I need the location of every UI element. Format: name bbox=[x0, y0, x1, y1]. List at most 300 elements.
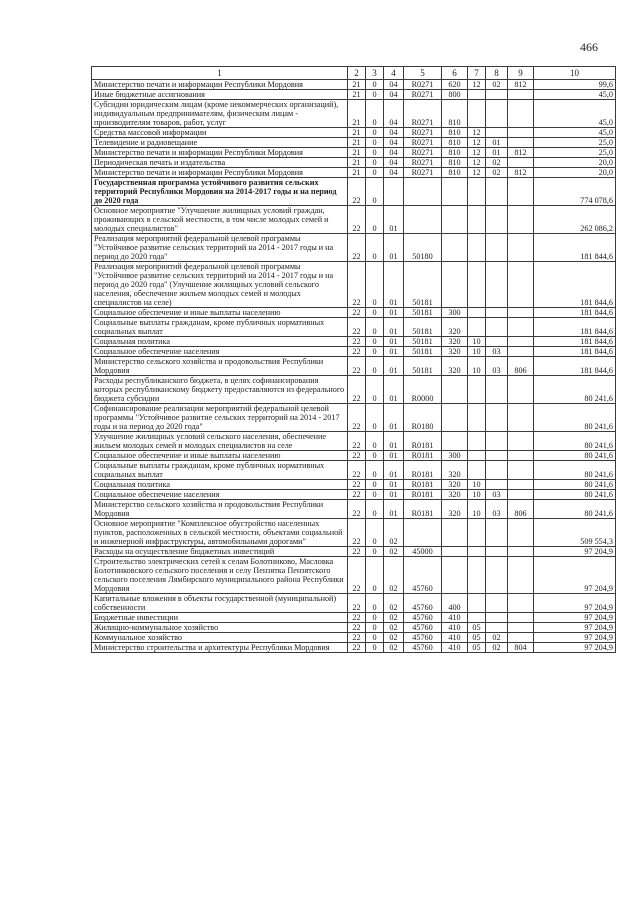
table-row bbox=[92, 633, 616, 643]
row-name-cell: Улучшение жилищных условий сельского населения, обеспечение жильем молодых семей и молодых специалистов на селе bbox=[92, 432, 348, 451]
row-code-cell: 50181 bbox=[404, 337, 442, 347]
page-number: 466 bbox=[580, 40, 598, 54]
row-code-cell bbox=[468, 318, 486, 337]
row-code-cell bbox=[508, 262, 534, 308]
row-code-cell bbox=[508, 461, 534, 480]
row-code-cell: R0271 bbox=[404, 128, 442, 138]
row-code-cell: 22 bbox=[348, 432, 366, 451]
table-row bbox=[92, 347, 616, 357]
row-code-cell: R0271 bbox=[404, 100, 442, 128]
row-name-cell: Министерство печати и информации Республики Мордовия bbox=[92, 148, 348, 158]
row-code-cell: 0 bbox=[366, 633, 384, 643]
row-code-cell: 804 bbox=[508, 643, 534, 653]
row-code-cell bbox=[442, 432, 468, 451]
row-amount-cell: 45,0 bbox=[534, 90, 616, 100]
row-code-cell: 01 bbox=[384, 490, 404, 500]
row-code-cell: 620 bbox=[442, 80, 468, 90]
row-code-cell: 01 bbox=[486, 138, 508, 148]
row-code-cell: 01 bbox=[384, 234, 404, 262]
row-code-cell: 22 bbox=[348, 557, 366, 594]
row-code-cell bbox=[508, 178, 534, 206]
row-amount-cell: 80 241,6 bbox=[534, 451, 616, 461]
row-code-cell bbox=[486, 461, 508, 480]
row-code-cell: 0 bbox=[366, 432, 384, 451]
row-name-cell: Бюджетные инвестиции bbox=[92, 613, 348, 623]
row-amount-cell: 97 204,9 bbox=[534, 633, 616, 643]
row-code-cell: 02 bbox=[486, 80, 508, 90]
row-code-cell bbox=[508, 337, 534, 347]
table-row bbox=[92, 90, 616, 100]
row-code-cell: R0000 bbox=[404, 376, 442, 404]
row-code-cell: 0 bbox=[366, 337, 384, 347]
table-row bbox=[92, 234, 616, 262]
row-code-cell: 0 bbox=[366, 594, 384, 613]
row-code-cell bbox=[442, 519, 468, 547]
row-code-cell: R0271 bbox=[404, 168, 442, 178]
row-code-cell bbox=[468, 308, 486, 318]
row-code-cell: 45760 bbox=[404, 633, 442, 643]
row-code-cell bbox=[486, 128, 508, 138]
row-code-cell: R0271 bbox=[404, 158, 442, 168]
row-code-cell: 0 bbox=[366, 376, 384, 404]
row-code-cell bbox=[486, 308, 508, 318]
row-code-cell bbox=[442, 178, 468, 206]
row-code-cell: 21 bbox=[348, 100, 366, 128]
table-row bbox=[92, 80, 616, 90]
row-code-cell: 320 bbox=[442, 357, 468, 376]
row-code-cell: 0 bbox=[366, 519, 384, 547]
row-code-cell: 03 bbox=[486, 347, 508, 357]
row-code-cell: 0 bbox=[366, 206, 384, 234]
header-row bbox=[92, 67, 616, 80]
header-cell: 1 bbox=[92, 67, 348, 80]
row-code-cell: 12 bbox=[468, 158, 486, 168]
row-code-cell: 02 bbox=[384, 643, 404, 653]
row-code-cell: 21 bbox=[348, 90, 366, 100]
row-name-cell: Социальное обеспечение и иные выплаты населению bbox=[92, 308, 348, 318]
row-code-cell: 22 bbox=[348, 451, 366, 461]
row-code-cell: 300 bbox=[442, 451, 468, 461]
row-code-cell: 22 bbox=[348, 594, 366, 613]
row-name-cell: Социальная политика bbox=[92, 480, 348, 490]
row-amount-cell: 97 204,9 bbox=[534, 557, 616, 594]
table-row bbox=[92, 158, 616, 168]
row-code-cell bbox=[486, 318, 508, 337]
table-row bbox=[92, 547, 616, 557]
row-code-cell: 01 bbox=[384, 480, 404, 490]
row-name-cell: Основное мероприятие "Улучшение жилищных условий граждан, проживающих в сельской местности, в том числе молодых семей и молодых специалистов" bbox=[92, 206, 348, 234]
row-code-cell: 22 bbox=[348, 643, 366, 653]
table-row bbox=[92, 318, 616, 337]
row-code-cell bbox=[486, 90, 508, 100]
row-code-cell: 04 bbox=[384, 90, 404, 100]
row-code-cell: 0 bbox=[366, 490, 384, 500]
row-code-cell: 0 bbox=[366, 347, 384, 357]
row-code-cell bbox=[486, 594, 508, 613]
row-amount-cell: 80 241,6 bbox=[534, 376, 616, 404]
row-code-cell: 21 bbox=[348, 128, 366, 138]
row-code-cell: 0 bbox=[366, 148, 384, 158]
row-code-cell: 410 bbox=[442, 623, 468, 633]
row-code-cell: 04 bbox=[384, 128, 404, 138]
row-code-cell bbox=[508, 234, 534, 262]
header-cell: 6 bbox=[442, 67, 468, 80]
row-code-cell: 01 bbox=[384, 347, 404, 357]
row-name-cell: Расходы республиканского бюджета, в целях софинансирования которых республиканскому бюджету предоставляются из федерального бюджета субсидии bbox=[92, 376, 348, 404]
row-name-cell: Министерство сельского хозяйства и продовольствия Республики Мордовия bbox=[92, 357, 348, 376]
table-row bbox=[92, 404, 616, 432]
row-code-cell: 03 bbox=[486, 357, 508, 376]
row-name-cell: Социальное обеспечение и иные выплаты населению bbox=[92, 451, 348, 461]
row-code-cell: 0 bbox=[366, 234, 384, 262]
row-code-cell: 22 bbox=[348, 308, 366, 318]
row-name-cell: Государственная программа устойчивого развития сельских территорий Республики Мордовия на 2014-2017 годы и на период до 2020 года bbox=[92, 178, 348, 206]
row-code-cell: 22 bbox=[348, 461, 366, 480]
row-amount-cell: 80 241,6 bbox=[534, 461, 616, 480]
row-code-cell: R0181 bbox=[404, 480, 442, 490]
row-code-cell: 810 bbox=[442, 100, 468, 128]
row-code-cell bbox=[508, 90, 534, 100]
table-row bbox=[92, 100, 616, 128]
row-code-cell bbox=[404, 519, 442, 547]
row-code-cell bbox=[468, 451, 486, 461]
row-code-cell: 22 bbox=[348, 376, 366, 404]
header-cell: 10 bbox=[534, 67, 616, 80]
row-code-cell bbox=[468, 206, 486, 234]
row-amount-cell: 181 844,6 bbox=[534, 357, 616, 376]
row-code-cell: 810 bbox=[442, 168, 468, 178]
row-code-cell: 21 bbox=[348, 158, 366, 168]
row-code-cell: 02 bbox=[486, 633, 508, 643]
row-code-cell bbox=[442, 234, 468, 262]
row-code-cell: 04 bbox=[384, 138, 404, 148]
row-amount-cell: 45,0 bbox=[534, 128, 616, 138]
row-code-cell bbox=[508, 128, 534, 138]
row-code-cell: 03 bbox=[486, 490, 508, 500]
table-row bbox=[92, 480, 616, 490]
table-row bbox=[92, 138, 616, 148]
row-code-cell: 0 bbox=[366, 158, 384, 168]
row-code-cell bbox=[468, 432, 486, 451]
row-name-cell: Реализация мероприятий федеральной целевой программы "Устойчивое развитие сельских территорий на 2014 - 2017 годы и на период до 2020 года" bbox=[92, 234, 348, 262]
row-code-cell: 0 bbox=[366, 451, 384, 461]
row-code-cell: 04 bbox=[384, 80, 404, 90]
table-row bbox=[92, 206, 616, 234]
row-code-cell bbox=[508, 158, 534, 168]
row-amount-cell: 181 844,6 bbox=[534, 337, 616, 347]
row-code-cell bbox=[508, 432, 534, 451]
row-code-cell: R0180 bbox=[404, 404, 442, 432]
row-amount-cell: 80 241,6 bbox=[534, 490, 616, 500]
row-code-cell bbox=[486, 404, 508, 432]
row-code-cell: 410 bbox=[442, 633, 468, 643]
row-amount-cell: 25,0 bbox=[534, 138, 616, 148]
row-code-cell bbox=[508, 547, 534, 557]
row-name-cell: Средства массовой информации bbox=[92, 128, 348, 138]
row-code-cell: 12 bbox=[468, 138, 486, 148]
row-code-cell: 01 bbox=[486, 148, 508, 158]
row-name-cell: Социальные выплаты гражданам, кроме публичных нормативных социальных выплат bbox=[92, 461, 348, 480]
row-code-cell bbox=[508, 138, 534, 148]
row-code-cell bbox=[468, 90, 486, 100]
row-code-cell bbox=[468, 547, 486, 557]
row-code-cell: 01 bbox=[384, 376, 404, 404]
table-row bbox=[92, 357, 616, 376]
row-amount-cell: 97 204,9 bbox=[534, 623, 616, 633]
row-code-cell: R0271 bbox=[404, 138, 442, 148]
row-code-cell: 01 bbox=[384, 206, 404, 234]
row-name-cell: Социальная политика bbox=[92, 337, 348, 347]
row-code-cell bbox=[486, 376, 508, 404]
budget-table bbox=[91, 66, 616, 653]
row-code-cell: 45760 bbox=[404, 594, 442, 613]
table-row bbox=[92, 168, 616, 178]
header-cell: 8 bbox=[486, 67, 508, 80]
row-code-cell: 05 bbox=[468, 623, 486, 633]
row-code-cell: 01 bbox=[384, 500, 404, 519]
row-code-cell: 50181 bbox=[404, 347, 442, 357]
table-row bbox=[92, 613, 616, 623]
row-amount-cell: 181 844,6 bbox=[534, 308, 616, 318]
row-code-cell bbox=[486, 337, 508, 347]
row-code-cell bbox=[442, 262, 468, 308]
row-code-cell: 01 bbox=[384, 308, 404, 318]
row-name-cell: Жилищно-коммунальное хозяйство bbox=[92, 623, 348, 633]
table-row bbox=[92, 594, 616, 613]
row-name-cell: Телевидение и радиовещание bbox=[92, 138, 348, 148]
row-code-cell bbox=[486, 623, 508, 633]
row-code-cell: R0181 bbox=[404, 461, 442, 480]
row-code-cell: 0 bbox=[366, 80, 384, 90]
row-code-cell: 0 bbox=[366, 318, 384, 337]
row-code-cell: 22 bbox=[348, 234, 366, 262]
row-code-cell: 0 bbox=[366, 500, 384, 519]
row-code-cell bbox=[468, 178, 486, 206]
row-code-cell: 410 bbox=[442, 613, 468, 623]
row-amount-cell: 774 078,6 bbox=[534, 178, 616, 206]
row-name-cell: Периодическая печать и издательства bbox=[92, 158, 348, 168]
row-name-cell: Социальные выплаты гражданам, кроме публичных нормативных социальных выплат bbox=[92, 318, 348, 337]
row-name-cell: Иные бюджетные ассигнования bbox=[92, 90, 348, 100]
table-row bbox=[92, 262, 616, 308]
row-code-cell: 22 bbox=[348, 613, 366, 623]
row-code-cell: 10 bbox=[468, 480, 486, 490]
row-name-cell: Субсидии юридическим лицам (кроме некоммерческих организаций), индивидуальным предпринимателям, физическим лицам - производителям товаров, работ, услуг bbox=[92, 100, 348, 128]
row-code-cell bbox=[508, 376, 534, 404]
row-code-cell: 0 bbox=[366, 308, 384, 318]
row-code-cell: 10 bbox=[468, 357, 486, 376]
row-code-cell bbox=[486, 547, 508, 557]
row-code-cell bbox=[508, 480, 534, 490]
row-code-cell bbox=[508, 594, 534, 613]
row-code-cell: 02 bbox=[384, 613, 404, 623]
row-amount-cell: 80 241,6 bbox=[534, 480, 616, 490]
row-name-cell: Строительство электрических сетей к селам Болотниково, Масловка Болотниковского сельского поселения и селу Пензятка Пензятского сельского поселения Лямбирского муниципального района Республики Мордовия bbox=[92, 557, 348, 594]
row-code-cell: 12 bbox=[468, 80, 486, 90]
row-code-cell: 02 bbox=[384, 623, 404, 633]
row-code-cell: 10 bbox=[468, 337, 486, 347]
row-amount-cell: 97 204,9 bbox=[534, 594, 616, 613]
row-code-cell: 0 bbox=[366, 357, 384, 376]
row-code-cell: 50181 bbox=[404, 357, 442, 376]
row-code-cell: 22 bbox=[348, 623, 366, 633]
table-row bbox=[92, 337, 616, 347]
table-row bbox=[92, 461, 616, 480]
row-code-cell bbox=[486, 557, 508, 594]
row-code-cell: 12 bbox=[468, 168, 486, 178]
row-code-cell: 05 bbox=[468, 633, 486, 643]
row-code-cell bbox=[508, 404, 534, 432]
row-amount-cell: 45,0 bbox=[534, 100, 616, 128]
row-code-cell: 01 bbox=[384, 262, 404, 308]
row-name-cell: Расходы на осуществление бюджетных инвестиций bbox=[92, 547, 348, 557]
row-code-cell bbox=[468, 557, 486, 594]
row-code-cell: 812 bbox=[508, 80, 534, 90]
row-code-cell: 04 bbox=[384, 158, 404, 168]
row-code-cell: 45760 bbox=[404, 613, 442, 623]
row-code-cell: 45760 bbox=[404, 623, 442, 633]
table-row bbox=[92, 376, 616, 404]
row-code-cell: 0 bbox=[366, 90, 384, 100]
row-code-cell: 320 bbox=[442, 347, 468, 357]
table-row bbox=[92, 500, 616, 519]
row-code-cell bbox=[508, 633, 534, 643]
row-code-cell: R0181 bbox=[404, 451, 442, 461]
row-code-cell bbox=[468, 461, 486, 480]
row-name-cell: Капитальные вложения в объекты государственной (муниципальной) собственности bbox=[92, 594, 348, 613]
row-code-cell: 0 bbox=[366, 643, 384, 653]
row-code-cell: 320 bbox=[442, 337, 468, 347]
row-code-cell bbox=[508, 318, 534, 337]
row-code-cell: 22 bbox=[348, 357, 366, 376]
row-code-cell bbox=[442, 557, 468, 594]
row-code-cell: 0 bbox=[366, 480, 384, 490]
row-name-cell: Социальное обеспечение населения bbox=[92, 490, 348, 500]
row-code-cell: 0 bbox=[366, 613, 384, 623]
row-code-cell: 03 bbox=[486, 500, 508, 519]
row-name-cell: Софинансирование реализации мероприятий федеральной целевой программы "Устойчивое развитие сельских территорий на 2014 - 2017 годы и на период до 2020 года" bbox=[92, 404, 348, 432]
row-code-cell: 320 bbox=[442, 461, 468, 480]
row-code-cell: 01 bbox=[384, 404, 404, 432]
row-code-cell bbox=[442, 404, 468, 432]
row-amount-cell: 262 086,2 bbox=[534, 206, 616, 234]
row-code-cell: 320 bbox=[442, 500, 468, 519]
row-code-cell: 01 bbox=[384, 461, 404, 480]
row-code-cell bbox=[508, 519, 534, 547]
row-amount-cell: 181 844,6 bbox=[534, 347, 616, 357]
header-cell: 4 bbox=[384, 67, 404, 80]
row-amount-cell: 97 204,9 bbox=[534, 547, 616, 557]
row-code-cell bbox=[468, 376, 486, 404]
header-cell: 5 bbox=[404, 67, 442, 80]
row-code-cell: 320 bbox=[442, 490, 468, 500]
row-code-cell: 02 bbox=[384, 633, 404, 643]
row-code-cell bbox=[486, 432, 508, 451]
row-name-cell: Министерство печати и информации Республики Мордовия bbox=[92, 80, 348, 90]
row-code-cell bbox=[486, 206, 508, 234]
row-code-cell: 22 bbox=[348, 206, 366, 234]
row-code-cell: 22 bbox=[348, 347, 366, 357]
row-code-cell: 0 bbox=[366, 262, 384, 308]
row-code-cell: 05 bbox=[468, 643, 486, 653]
row-code-cell: 810 bbox=[442, 148, 468, 158]
table-row bbox=[92, 148, 616, 158]
row-code-cell bbox=[508, 206, 534, 234]
row-code-cell: 0 bbox=[366, 128, 384, 138]
row-code-cell bbox=[384, 178, 404, 206]
row-code-cell: 22 bbox=[348, 318, 366, 337]
row-code-cell: 0 bbox=[366, 138, 384, 148]
row-amount-cell: 181 844,6 bbox=[534, 234, 616, 262]
table-row bbox=[92, 451, 616, 461]
row-code-cell bbox=[442, 376, 468, 404]
row-code-cell bbox=[468, 594, 486, 613]
row-code-cell bbox=[508, 347, 534, 357]
table-row bbox=[92, 643, 616, 653]
row-code-cell: 810 bbox=[442, 128, 468, 138]
row-code-cell: 0 bbox=[366, 178, 384, 206]
row-code-cell: 45760 bbox=[404, 557, 442, 594]
row-amount-cell: 97 204,9 bbox=[534, 643, 616, 653]
table-row bbox=[92, 490, 616, 500]
row-code-cell: 21 bbox=[348, 148, 366, 158]
row-code-cell: 04 bbox=[384, 100, 404, 128]
row-code-cell: 02 bbox=[384, 594, 404, 613]
row-code-cell: R0271 bbox=[404, 80, 442, 90]
row-code-cell: R0181 bbox=[404, 432, 442, 451]
table-row bbox=[92, 308, 616, 318]
row-code-cell: 22 bbox=[348, 519, 366, 547]
row-code-cell: 12 bbox=[468, 128, 486, 138]
row-code-cell bbox=[442, 206, 468, 234]
row-code-cell bbox=[508, 308, 534, 318]
row-code-cell: 50180 bbox=[404, 234, 442, 262]
row-code-cell bbox=[508, 451, 534, 461]
row-amount-cell: 80 241,6 bbox=[534, 404, 616, 432]
row-code-cell: 0 bbox=[366, 557, 384, 594]
row-code-cell: 02 bbox=[486, 168, 508, 178]
row-code-cell: 02 bbox=[384, 519, 404, 547]
row-code-cell: 01 bbox=[384, 337, 404, 347]
row-code-cell: 0 bbox=[366, 404, 384, 432]
row-code-cell bbox=[508, 100, 534, 128]
row-name-cell: Министерство сельского хозяйства и продовольствия Республики Мордовия bbox=[92, 500, 348, 519]
row-name-cell: Реализация мероприятий федеральной целевой программы "Устойчивое развитие сельских территорий на 2014 - 2017 годы и на период до 2020 года" (Улучшение жилищных условий сельского населения, обеспечение жильем молодых семей и молодых специалистов на селе) bbox=[92, 262, 348, 308]
row-code-cell: 400 bbox=[442, 594, 468, 613]
row-code-cell bbox=[508, 557, 534, 594]
row-amount-cell: 509 554,3 bbox=[534, 519, 616, 547]
row-amount-cell: 97 204,9 bbox=[534, 613, 616, 623]
row-code-cell: 22 bbox=[348, 178, 366, 206]
row-code-cell: 22 bbox=[348, 262, 366, 308]
row-code-cell: 02 bbox=[486, 643, 508, 653]
row-code-cell: 22 bbox=[348, 404, 366, 432]
row-amount-cell: 181 844,6 bbox=[534, 318, 616, 337]
row-code-cell: 01 bbox=[384, 318, 404, 337]
header-cell: 7 bbox=[468, 67, 486, 80]
row-name-cell: Министерство печати и информации Республики Мордовия bbox=[92, 168, 348, 178]
row-name-cell: Основное мероприятие "Комплексное обустройство населенных пунктов, расположенных в сельской местности, объектами социальной и инженерной инфраструктуры, автомобильными дорогами" bbox=[92, 519, 348, 547]
row-code-cell: R0181 bbox=[404, 500, 442, 519]
row-code-cell: 21 bbox=[348, 168, 366, 178]
table-row bbox=[92, 519, 616, 547]
row-code-cell: 01 bbox=[384, 357, 404, 376]
row-code-cell bbox=[468, 404, 486, 432]
table-row bbox=[92, 128, 616, 138]
row-code-cell bbox=[486, 451, 508, 461]
header-cell: 2 bbox=[348, 67, 366, 80]
row-name-cell: Социальное обеспечение населения bbox=[92, 347, 348, 357]
